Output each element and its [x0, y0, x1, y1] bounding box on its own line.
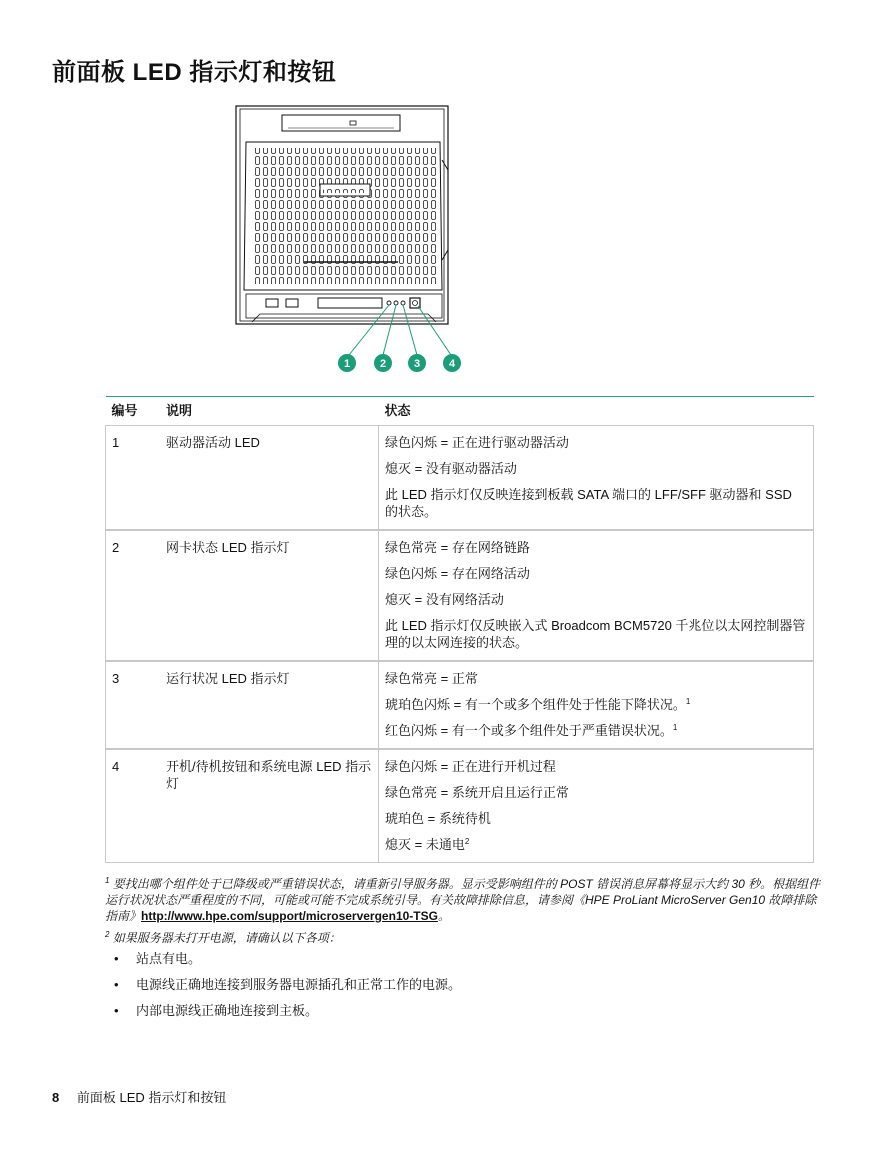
footnote-1: $^1$ 要找出哪个组件处于已降级或严重错误状态，请重新引导服务器。显示受影响组件的 POST 错误消息屏幕将显示大约 30 秒。根据组件运行状况状态严重程度的不同，可能或可能不完成系统引导。有关故障排除信息，请参阅《HPE ProLiant MicroServer Gen10 故障排除指南》http://www.hpe.com/support/microservergen10-TSG。: [105, 876, 821, 923]
row-number: 1: [106, 426, 161, 531]
optical-drive-bay: [282, 115, 400, 131]
row-description: 网卡状态 LED 指示灯: [160, 530, 379, 661]
server-front-panel-figure: [230, 100, 470, 380]
page-footer: [52, 1087, 226, 1106]
callout-1: [338, 354, 356, 372]
row-description: 开机/待机按钮和系统电源 LED 指示灯: [160, 749, 379, 863]
page-number: 8: [52, 1090, 60, 1105]
callout-2: [374, 354, 392, 372]
status-line: 熄灭 = 没有驱动器活动: [385, 461, 517, 476]
row-description: 运行状况 LED 指示灯: [160, 661, 379, 749]
header-number: 编号: [106, 397, 161, 426]
callout-4: [443, 354, 461, 372]
checklist: [112, 950, 461, 1028]
row-description: 驱动器活动 LED: [160, 426, 379, 531]
footnote-ref: 1: [672, 723, 678, 732]
status-line: 熄灭 = 没有网络活动: [385, 592, 504, 607]
status-line: 绿色常亮 = 存在网络链路: [385, 540, 530, 555]
row-number: 3: [106, 661, 161, 749]
status-line: 琥珀色闪烁 = 有一个或多个组件处于性能下降状况。$^1$: [385, 697, 691, 712]
row-status: [379, 661, 814, 749]
status-line: 绿色闪烁 = 正在进行开机过程: [385, 759, 556, 774]
list-item: • 电源线正确地连接到服务器电源插孔和正常工作的电源。: [112, 976, 461, 993]
status-line: 此 LED 指示灯仅反映连接到板载 SATA 端口的 LFF/SFF 驱动器和 SSD 的状态。: [385, 487, 792, 519]
svg-text:1: 1: [343, 358, 351, 370]
svg-text:4: 4: [448, 358, 456, 370]
status-line: 绿色闪烁 = 存在网络活动: [385, 566, 530, 581]
table-row: [106, 661, 814, 749]
table-row: [106, 749, 814, 863]
list-item: • 站点有电。: [112, 950, 461, 967]
table-row: [106, 426, 814, 531]
footnote-ref: 2: [464, 837, 470, 846]
status-line: 琥珀色 = 系统待机: [385, 811, 491, 826]
row-number: 2: [106, 530, 161, 661]
row-number: 4: [106, 749, 161, 863]
header-status: 状态: [379, 397, 814, 426]
status-line: 绿色常亮 = 系统开启且运行正常: [385, 785, 569, 800]
header-description: 说明: [160, 397, 379, 426]
row-status: [379, 426, 814, 531]
callout-3: [408, 354, 426, 372]
status-line: 绿色闪烁 = 正在进行驱动器活动: [385, 435, 569, 450]
footnotes: [105, 876, 825, 952]
led-table: [105, 396, 814, 863]
footer-section-title: 前面板 LED 指示灯和按钮: [76, 1090, 227, 1105]
footnote-2: $^2$ 如果服务器未打开电源，请确认以下各项：: [105, 930, 341, 945]
list-item: • 内部电源线正确地连接到主板。: [112, 1002, 461, 1019]
page-title: 前面板 LED 指示灯和按钮: [52, 59, 337, 86]
front-bezel-grille: [252, 148, 436, 284]
row-status: [379, 530, 814, 661]
tsg-link[interactable]: http://www.hpe.com/support/microservergen10-TSG: [141, 909, 438, 923]
status-line: 熄灭 = 未通电$^2$: [385, 837, 470, 852]
row-status: [379, 749, 814, 863]
footnote-ref: 1: [685, 697, 691, 706]
status-line: 绿色常亮 = 正常: [385, 671, 478, 686]
table-row: [106, 530, 814, 661]
status-line: 此 LED 指示灯仅反映嵌入式 Broadcom BCM5720 千兆位以太网控制器管理的以太网连接的状态。: [385, 618, 806, 650]
svg-text:2: 2: [379, 358, 387, 370]
svg-text:3: 3: [413, 358, 421, 370]
status-line: 红色闪烁 = 有一个或多个组件处于严重错误状况。$^1$: [385, 723, 678, 738]
table-header-row: [106, 397, 814, 426]
